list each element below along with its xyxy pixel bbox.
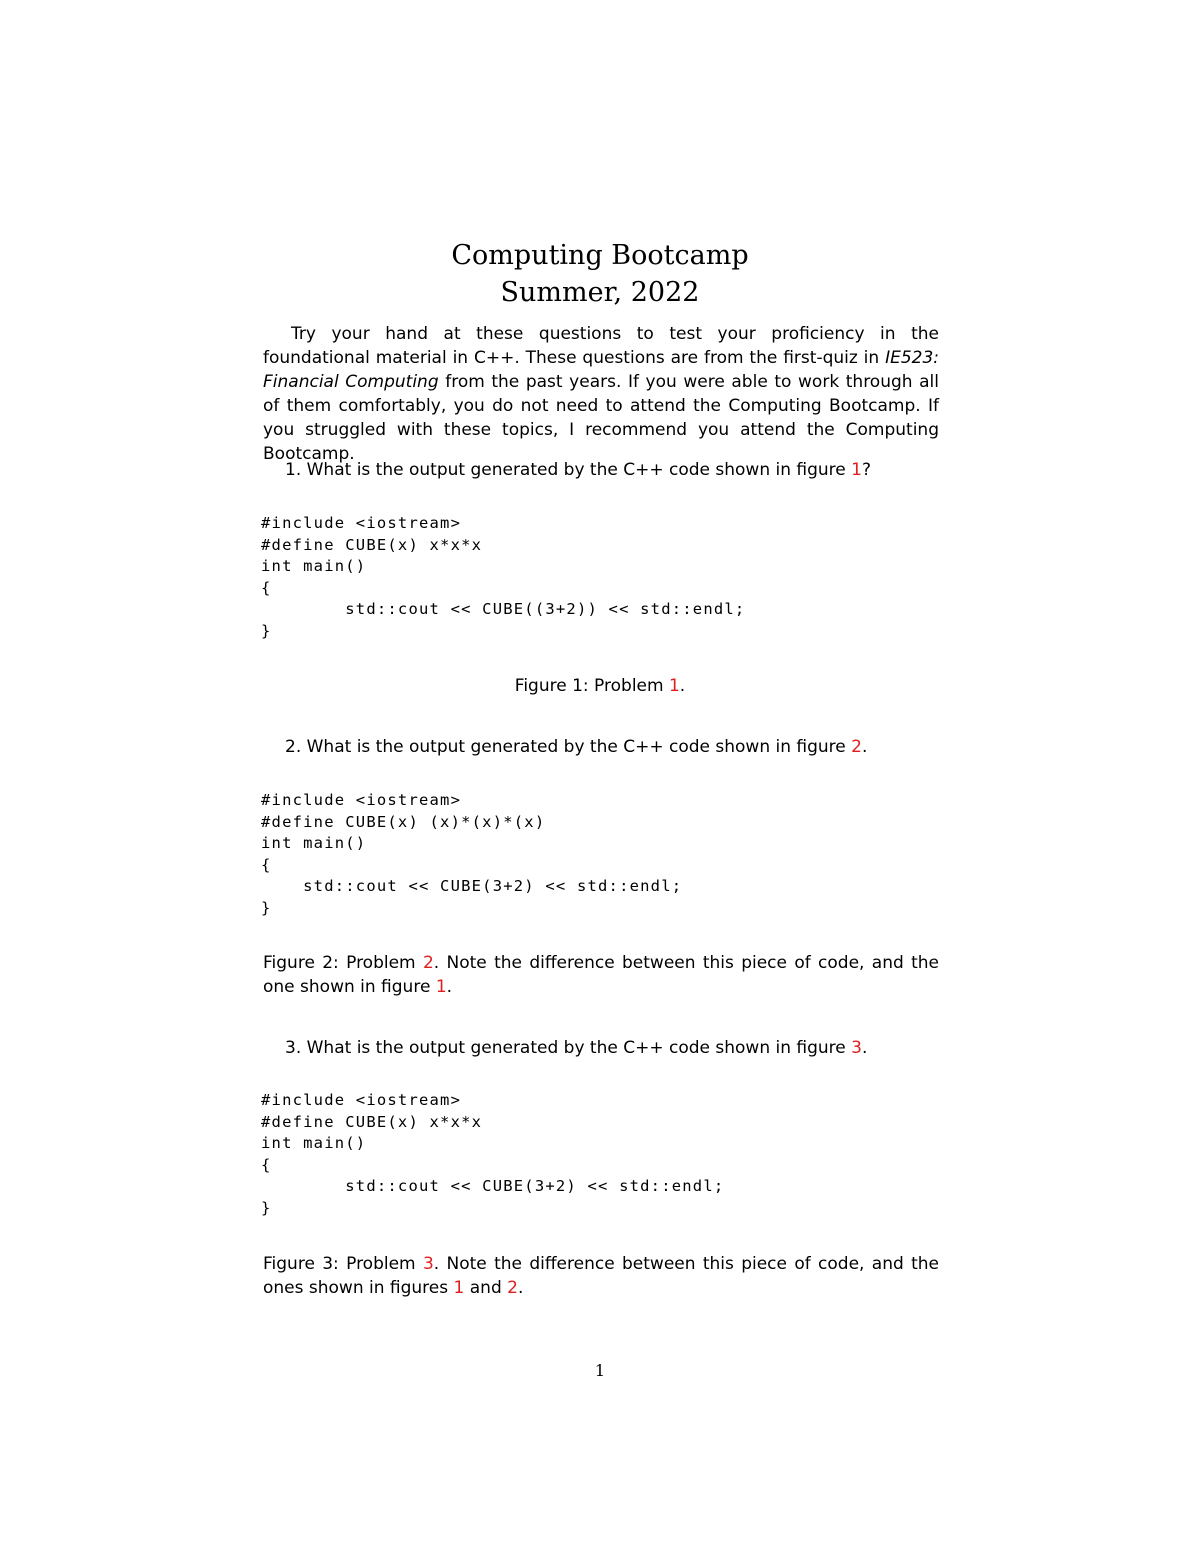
code-line: int main() — [261, 834, 367, 852]
caption-text: and — [464, 1278, 508, 1298]
code-line: std::cout << CUBE((3+2)) << std::endl; — [261, 600, 746, 618]
caption-text: Figure 3: Problem — [263, 1254, 423, 1274]
intro-paragraph — [263, 322, 939, 466]
code-line: std::cout << CUBE(3+2) << std::endl; — [261, 1177, 725, 1195]
code-line: #define CUBE(x) (x)*(x)*(x) — [261, 812, 546, 831]
intro-text-1: Try your hand at these questions to test your proficiency in the foundational material in C++. These questions are from the first-quiz in — [263, 324, 939, 368]
caption-end: . — [679, 676, 686, 696]
question-3-end: . — [861, 1038, 868, 1058]
document-subtitle: Summer, 2022 — [500, 277, 700, 308]
question-1-end: ? — [861, 460, 872, 480]
figure-3-caption — [263, 1252, 939, 1300]
code-line: std::cout << CUBE(3+2) << std::endl; — [261, 877, 683, 895]
question-1 — [285, 458, 871, 482]
figure-ref-link[interactable]: 1 — [435, 977, 447, 997]
page-number: 1 — [594, 1361, 606, 1380]
caption-text: one shown in figure — [263, 977, 436, 997]
course-code: IE523: Financial Computing — [263, 348, 939, 392]
caption-line-1 — [263, 951, 939, 975]
caption-text: ones shown in figures — [263, 1278, 454, 1298]
figure-ref-link[interactable]: 1 — [668, 676, 680, 696]
question-2 — [285, 735, 867, 759]
question-2-end: . — [861, 737, 868, 757]
question-1-text: 1. What is the output generated by the C++ code shown in figure — [285, 460, 852, 480]
figure-ref-link[interactable]: 2 — [851, 737, 862, 757]
figure-ref-link[interactable]: 3 — [851, 1038, 862, 1058]
code-block-2 — [261, 790, 682, 919]
code-line: { — [261, 1155, 272, 1174]
question-3-text: 3. What is the output generated by the C++ code shown in figure — [285, 1038, 852, 1058]
code-line: { — [261, 855, 272, 874]
figure-ref-link[interactable]: 3 — [422, 1254, 434, 1274]
question-3 — [285, 1036, 867, 1060]
code-line: #define CUBE(x) x*x*x — [261, 1112, 483, 1131]
code-line: } — [261, 1198, 272, 1217]
figure-2-caption — [263, 951, 939, 999]
document-title: Computing Bootcamp — [451, 240, 749, 271]
figure-ref-link[interactable]: 1 — [453, 1278, 465, 1298]
caption-line-2 — [263, 975, 939, 999]
code-block-3 — [261, 1090, 724, 1219]
caption-text: Figure 1: Problem — [514, 676, 669, 696]
code-line: } — [261, 898, 272, 917]
caption-text: . Note the difference between this piece of code, and the — [433, 953, 939, 973]
intro-text-2: from the past years. If you were able to work through all of them comfortably, you do not need to attend the Computing Bootcamp. If you struggled with these topics, I recommend you attend the Computing Bootcamp. — [263, 372, 939, 464]
caption-text: Figure 2: Problem — [263, 953, 423, 973]
code-block-1 — [261, 513, 745, 642]
caption-end: . — [446, 977, 453, 997]
figure-ref-link[interactable]: 1 — [851, 460, 862, 480]
caption-text: . Note the difference between this piece of code, and the — [433, 1254, 939, 1274]
caption-line-1 — [263, 1252, 939, 1276]
code-line: #include <iostream> — [261, 1091, 462, 1109]
figure-ref-link[interactable]: 2 — [422, 953, 434, 973]
figure-ref-link[interactable]: 2 — [507, 1278, 518, 1298]
code-line: int main() — [261, 557, 367, 575]
caption-line-2 — [263, 1276, 939, 1300]
code-line: #define CUBE(x) x*x*x — [261, 535, 483, 554]
caption-end: . — [517, 1278, 524, 1298]
question-2-text: 2. What is the output generated by the C++ code shown in figure — [285, 737, 852, 757]
code-line: } — [261, 621, 272, 640]
code-line: #include <iostream> — [261, 791, 462, 809]
code-line: { — [261, 578, 272, 597]
figure-1-caption — [0, 674, 1200, 698]
code-line: #include <iostream> — [261, 514, 462, 532]
code-line: int main() — [261, 1134, 367, 1152]
